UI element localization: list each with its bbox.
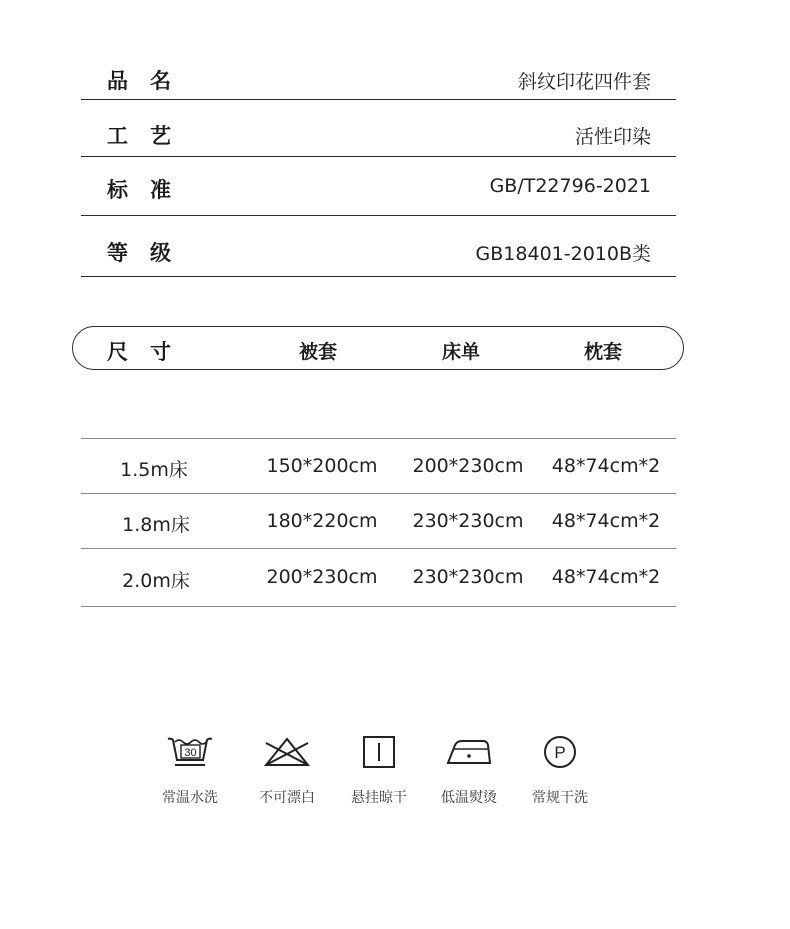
- table-row: [81, 438, 676, 494]
- pillow-size: 48*74cm*2: [551, 510, 661, 532]
- spec-label: 工艺: [107, 124, 193, 148]
- spec-row-grade: [81, 215, 676, 277]
- care-dry-clean: [520, 733, 600, 807]
- spec-label: 品名: [107, 69, 193, 93]
- bed-size: 1.5m床: [120, 459, 188, 481]
- care-label: 低温熨烫: [441, 790, 497, 806]
- size-label: 尺寸: [107, 340, 193, 364]
- pillow-size: 48*74cm*2: [551, 566, 661, 588]
- care-label: 常温水洗: [162, 790, 218, 806]
- size-table-header: [72, 326, 684, 370]
- pillow-size: 48*74cm*2: [551, 455, 661, 477]
- spec-value: GB/T22796-2021: [489, 175, 651, 197]
- duvet-size: 180*220cm: [266, 510, 378, 532]
- spec-row-craft: [81, 99, 676, 157]
- care-low-iron: [429, 733, 509, 807]
- low-iron-icon: [429, 733, 509, 771]
- bed-size: 1.8m床: [122, 514, 190, 536]
- spec-value: GB18401-2010B类: [475, 243, 651, 265]
- care-label: 不可漂白: [259, 790, 315, 806]
- care-no-bleach: [247, 733, 327, 807]
- table-row: [81, 493, 676, 549]
- spec-label: 等级: [107, 241, 193, 265]
- sheet-size: 230*230cm: [412, 566, 524, 588]
- care-label: 常规干洗: [532, 790, 588, 806]
- no-bleach-icon: [247, 733, 327, 771]
- duvet-size: 200*230cm: [266, 566, 378, 588]
- sheet-size: 230*230cm: [412, 510, 524, 532]
- care-wash: [150, 733, 230, 807]
- spec-row-name: [81, 60, 676, 100]
- column-pillow: 枕套: [583, 341, 623, 363]
- spec-value: 活性印染: [574, 126, 651, 148]
- spec-value: 斜纹印花四件套: [517, 71, 651, 93]
- column-duvet: 被套: [298, 341, 338, 363]
- svg-text:30: 30: [184, 747, 197, 759]
- duvet-size: 150*200cm: [266, 455, 378, 477]
- care-hang-dry: [339, 733, 419, 807]
- spec-label: 标准: [107, 178, 193, 202]
- spec-row-standard: [81, 156, 676, 216]
- sheet-size: 200*230cm: [412, 455, 524, 477]
- care-label: 悬挂晾干: [351, 790, 407, 806]
- bed-size: 2.0m床: [122, 570, 190, 592]
- hang-dry-icon: [339, 733, 419, 771]
- dry-clean-p-icon: [520, 733, 600, 771]
- svg-text:P: P: [554, 743, 566, 762]
- column-sheet: 床单: [441, 341, 481, 363]
- table-row: [81, 548, 676, 607]
- wash-30-icon: [150, 733, 230, 771]
